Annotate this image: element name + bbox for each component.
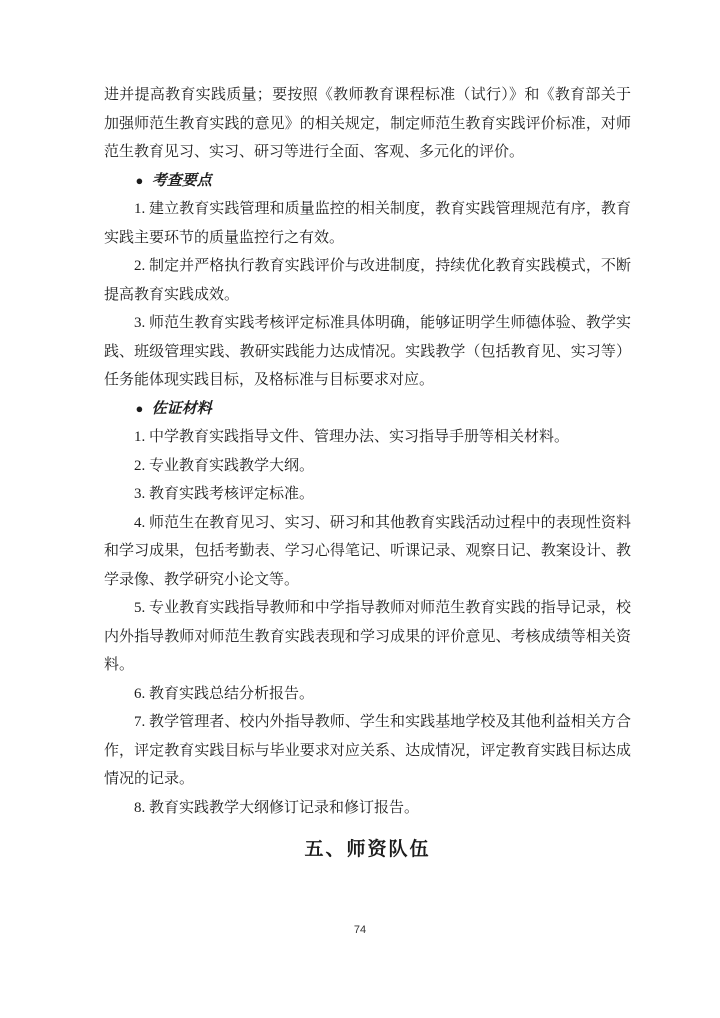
supporting-material-item: 8. 教育实践教学大纲修订记录和修订报告。	[134, 799, 420, 816]
supporting-material-item: 5. 专业教育实践指导教师和中学指导教师对师范生教育实践的指导记录，校内外指导教师对师范生教育实践表现和学习成果的评价意见、考核成绩等相关资料。	[104, 600, 631, 673]
bullet-icon: ●	[135, 400, 144, 416]
bullet-heading-label: 佐证材料	[151, 400, 212, 417]
intro-continuation-paragraph: 进并提高教育实践质量；要按照《教师教育课程标准（试行）》和《教育部关于加强师范生教育实践的意见》的相关规定，制定师范生教育实践评价标准，对师范生教育见习、实习、研习等进行全面、客观、多元化的评价。	[104, 87, 631, 160]
examine-point-item: 3. 师范生教育实践考核评定标准具体明确，能够证明学生师德体验、教学实践、班级管理实践、教研实践能力达成情况。实践教学（包括教育见、实习等）任务能体现实践目标，及格标准与目标要求对应。	[104, 315, 631, 388]
bullet-heading-examine-points	[104, 167, 631, 196]
examine-point-item: 1. 建立教育实践管理和质量监控的相关制度，教育实践管理规范有序，教育实践主要环节的质量监控行之有效。	[104, 201, 631, 246]
bullet-icon: ●	[135, 172, 144, 188]
supporting-material-item: 4. 师范生在教育见习、实习、研习和其他教育实践活动过程中的表现性资料和学习成果，包括考勤表、学习心得笔记、听课记录、观察日记、教案设计、教学录像、教学研究小论文等。	[104, 514, 631, 588]
supporting-material-item: 7. 教学管理者、校内外指导教师、学生和实践基地学校及其他利益相关方合作，评定教育实践目标与毕业要求对应关系、达成情况，评定教育实践目标达成情况的记录。	[104, 714, 631, 787]
examine-point-item: 2. 制定并严格执行教育实践评价与改进制度，持续优化教育实践模式，不断提高教育实践成效。	[104, 258, 631, 303]
page-content	[104, 81, 631, 865]
page-number: 74	[353, 924, 367, 936]
bullet-heading-label: 考查要点	[151, 172, 212, 189]
supporting-material-item: 6. 教育实践总结分析报告。	[134, 685, 315, 702]
next-section-heading: 五、师资队伍	[304, 839, 431, 860]
supporting-material-item: 2. 专业教育实践教学大纲。	[134, 457, 315, 474]
supporting-material-item: 3. 教育实践考核评定标准。	[134, 486, 315, 502]
supporting-material-item: 1. 中学教育实践指导文件、管理办法、实习指导手册等相关材料。	[134, 429, 570, 445]
bullet-heading-supporting-materials	[104, 395, 631, 424]
